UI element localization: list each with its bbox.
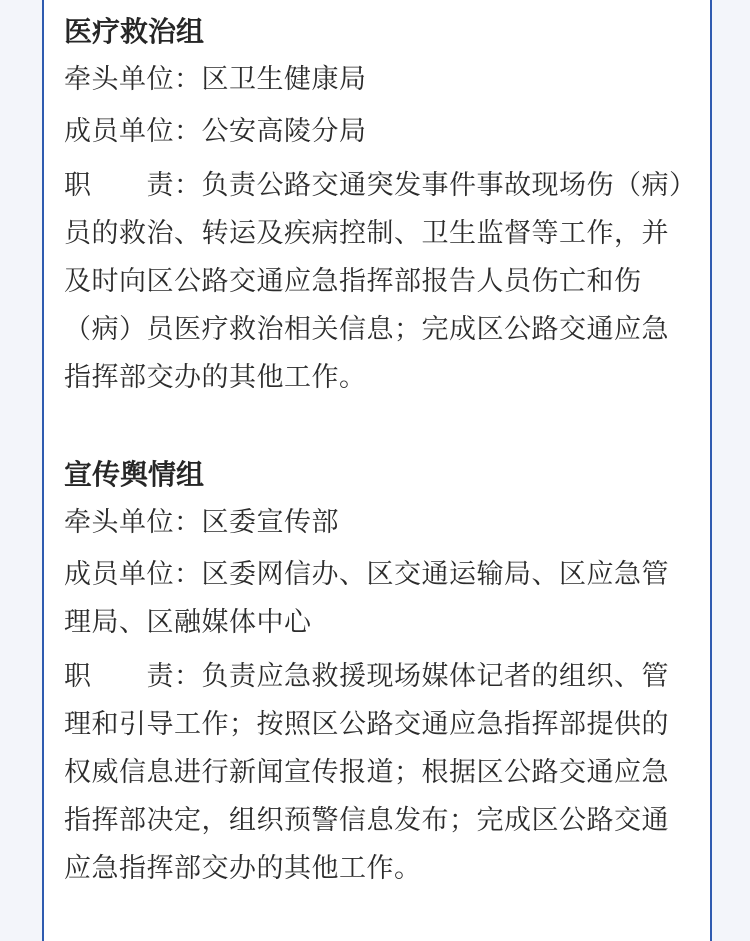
group-publicity <box>64 455 696 893</box>
group-title: 医疗救治组 <box>64 15 205 48</box>
duty-text: 职 责：负责公路交通突发事件事故现场伤（病）员的救治、转运及疾病控制、卫生监督等工作，并及时向区公路交通应急指挥部报告人员伤亡和伤（病）员医疗救治相关信息；完成区公路交通应急指挥部交办的其他工作。 <box>64 170 683 393</box>
member-units: 成员单位：区委网信办、区交通运输局、区应急管理局、区融媒体中心 <box>64 559 669 638</box>
member-units: 成员单位：公安高陵分局 <box>64 116 367 147</box>
duty-text: 职 责：负责应急救援现场媒体记者的组织、管理和引导工作；按照区公路交通应急指挥部提供的权威信息进行新闻宣传报道；根据区公路交通应急指挥部决定，组织预警信息发布；完成区公路交通应急指挥部交办的其他工作。 <box>64 661 669 884</box>
lead-unit: 牵头单位：区委宣传部 <box>64 507 339 538</box>
lead-unit: 牵头单位：区卫生健康局 <box>64 64 367 95</box>
group-medical-rescue <box>64 12 696 402</box>
group-title: 宣传舆情组 <box>64 458 205 491</box>
content-card <box>42 0 712 941</box>
